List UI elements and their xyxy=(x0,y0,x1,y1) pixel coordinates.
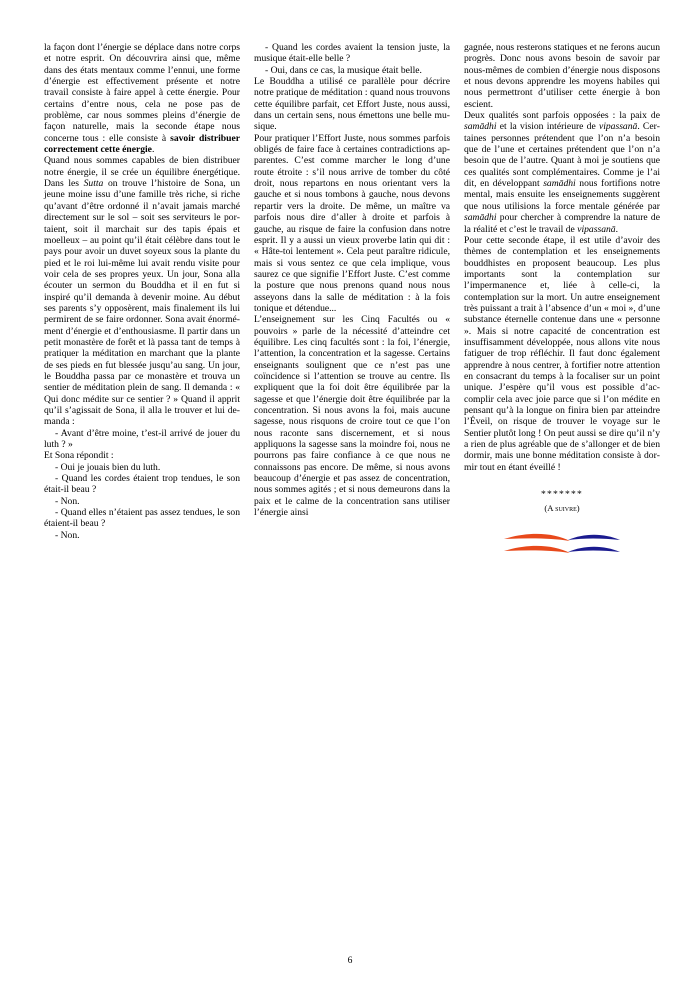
term-italic: samādhi xyxy=(464,212,497,224)
column-2 xyxy=(254,42,450,942)
term-italic: vipassanā xyxy=(577,223,616,235)
paragraph: Pour cette seconde étape, il est utile d’avoir des thèmes de contemplation et les enseignements bouddhistes en proposent beaucoup. Les plus importants sont la contemplation sur l’impermanence et, liée à celle-ci, la contemplation sur la mort. Un autre enseignement très puissant a trait à l’absence d’un « moi », d’une substance éternelle contenue dans une « personne ». Mais si notre capacité de concentration est insuffisamment développée, nous allons vite nous fatiguer de trop réfléchir. Il faut donc également apprendre à nous centrer, à fortifier notre attention en consacrant du temps à la focaliser sur un point unique. J’espère qu’il vous est possible d’accomplir cela avec joie parce que si l’on médite en pensant qu’à la longue on finira bien par atteindre l’Éveil, on risque de trouver le voyage sur le Sentier plutôt long ! On peut aussi se dire qu’il n’y a rien de plus agréable que de s’allonger et de bien dormir, mais une bonne méditation consiste à dormir tout en étant éveillé ! xyxy=(464,234,660,473)
paragraph: - Avant d’être moine, t’est-il arrivé de jouer du luth ? » xyxy=(44,427,240,451)
term-italic: Sutta xyxy=(83,178,104,190)
paragraph: Deux qualités sont parfois opposées : la paix de samādhi et la vision intérieure de vipassanā. Certaines personnes prétendent que l’on n’a besoin que de l’une et certaines prétendent que l’on n’a besoin que de l’autre. Quant à moi je soutiens que ces qualités sont complémentaires. Comme je l’ai dit, en développant samādhi nous fortifions notre mental, mais ensuite les enseignements suggèrent que nous utilisions la force mentale générée par samādhi pour chercher à comprendre la nature de la réalité et c’est le travail de vipassanā. xyxy=(464,110,660,235)
paragraph: Le Bouddha a utilisé ce parallèle pour décrire notre pratique de méditation : quand nous trouvons cette équilibre parfait, cet Effort Juste, nous aussi, dans un certain sens, nous émettons une belle musique. xyxy=(254,76,450,133)
text-columns xyxy=(44,42,660,942)
paragraph: gagnée, nous resterons statiques et ne ferons aucun progrès. Donc nous avons besoin de savoir par nous-mêmes de combien d’énergie nous disposons et nous devons apprendre les moyens habiles qui nous permettront d’utiliser cette énergie à bon escient. xyxy=(464,42,660,110)
page-number: 6 xyxy=(347,955,353,966)
column-3 xyxy=(464,42,660,942)
term-italic: samādhi xyxy=(464,121,497,133)
paragraph: - Oui je jouais bien du luth. xyxy=(55,461,161,473)
paragraph: - Oui, dans ce cas, la musique était belle. xyxy=(265,64,422,76)
paragraph: - Non. xyxy=(55,529,80,541)
paragraph: la façon dont l’énergie se déplace dans notre corps et notre esprit. On découvrira ainsi que, même dans des états mentaux comme l’ennui, une forme d’énergie est effectivement présente et notre travail consiste à faire appel à cette énergie. Pour certains d’entre nous, cela ne pose pas de problème, car nous sommes pleins d’énergie de façon naturelle, mais la seconde étape nous concerne tous : elle consiste à savoir distribuer correctement cette énergie. xyxy=(44,42,240,156)
paragraph: Pour pratiquer l’Effort Juste, nous sommes parfois obligés de faire face à certaines contradictions apparentes. C’est comme marcher le long d’une route étroite : s’il nous arrive de tomber du côté droit, nous repartons en nous orientant vers la gauche et si nous tombons à gauche, nous devons repartir vers la droite. De même, un maître va parfois nous dire d’aller à droite et parfois à gauche, au risque de faire la confusion dans notre esprit. Il y a aussi un vieux proverbe latin qui dit : « Hâte-toi lentement ». Cela peut paraître ridicule, mais si vous sentez ce que cela implique, vous saurez ce que signifie l’Effort Juste. C’est comme la posture que nous prenons quand nous nous asseyons dans la salle de méditation : à la fois tonique et détendue... xyxy=(254,132,450,314)
paragraph: Et Sona répondit : xyxy=(44,450,114,462)
term-italic: samādhi xyxy=(543,178,576,190)
column-3-tail xyxy=(464,489,660,563)
paragraph: - Quand elles n’étaient pas assez tendues, le son étaient-il beau ? xyxy=(44,507,240,530)
paragraph: - Quand les cordes étaient trop tendues, le son était-il beau ? xyxy=(44,473,240,496)
to-be-continued-label: (A suivre) xyxy=(544,503,580,514)
paragraph: - Non. xyxy=(55,495,80,507)
paragraph: - Quand les cordes avaient la tension juste, la musique était-elle belle ? xyxy=(254,42,450,65)
paragraph: Quand nous sommes capables de bien distribuer notre énergie, il se crée un équilibre énergétique. Dans les Sutta on trouve l’histoire de Sona, un jeune moine issu d’une famille très riche, si riche qu’avant d’être ordonné il n’avait jamais marché directement sur le sol – soit ses serviteurs le portaient, soit il marchait sur des tapis épais et moelleux – au point qu’il était célèbre dans tout le pays pour avoir un duvet soyeux sous la plante du pied et le roi lui-même lui avait rendu visite pour voir cela de ses propres yeux. Un jour, Sona alla écouter un sermon du Bouddha et il en fut si inspiré qu’il demanda à devenir moine. Au début ses parents s’y opposèrent, mais finalement ils lui permirent de se faire ordonner. Sona avait énormément d’énergie et d’enthousiasme. Il partir dans un petit monastère de forêt et là passa tant de temps à pratiquer la méditation en marchant que la plante de ses pieds en fut blessée jusqu’au sang. Un jour, le Bouddha passa par ce monastère et trouva un sentier de méditation plein de sang. Il demanda : « Qui donc médite sur ce sentier ? » Quand il apprit qu’il s’agissait de Sona, il alla le trouver et lui demanda : xyxy=(44,155,240,428)
decorative-ornament xyxy=(464,529,660,563)
column-1 xyxy=(44,42,240,942)
term-italic: vipassanā xyxy=(598,121,638,133)
emphasis-bold: savoir distribuer correctement cette énergie xyxy=(44,132,240,156)
asterisk-separator: ******* xyxy=(541,489,583,501)
paragraph: L’enseignement sur les Cinq Facultés ou « pouvoirs » parle de la nécessité d’atteindre cet équilibre. Les cinq facultés sont : la foi, l’énergie, l’attention, la concentration et la sagesse. Certains enseignants soulignent que ce n’est pas une coïncidence si l’attention se trouve au centre. Ils expliquent que la foi doit être équilibrée par la sagesse et que l’énergie doit être équilibrée par la concentration. Si nous avons la foi, mais aucune sagesse, nous risquons de croire tout ce que l’on nous raconte sans discernement, et si nous appliquons la sagesse sans la moindre foi, nous ne pourrons pas faire confiance à ce que nous ne connaissons pas encore. De même, si nous avons beaucoup d’énergie et pas assez de concentration, nous sommes agités ; et si nous demeurons dans la paix et le calme de la concentration sans utiliser l’énergie ainsi xyxy=(254,314,450,519)
leaf-ornament-icon xyxy=(502,529,622,563)
